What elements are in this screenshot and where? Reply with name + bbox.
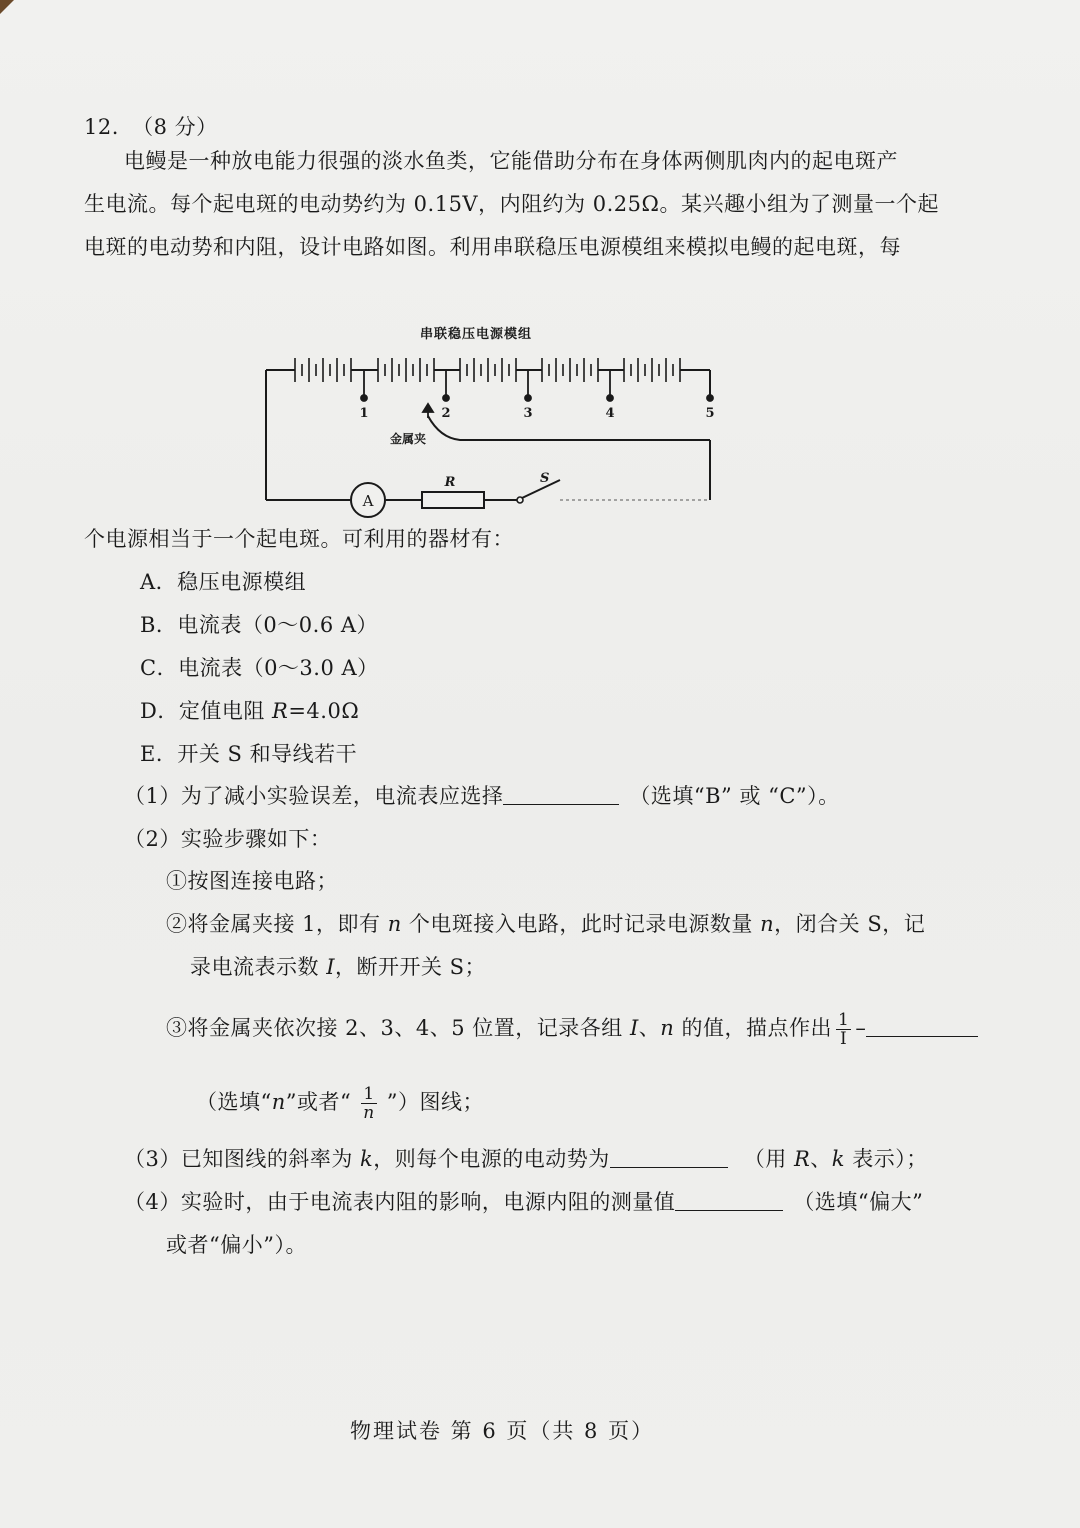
step-2-line-1: [166, 910, 925, 938]
part-1-suffix: （选填“B” 或 “C”）。: [629, 784, 840, 808]
step-2-line-2-text-b: ，断开开关 S；: [334, 955, 487, 979]
resistor: [422, 492, 484, 508]
answer-blank-4[interactable]: [675, 1190, 783, 1211]
answer-blank-3[interactable]: [610, 1147, 728, 1168]
question-header: [84, 113, 218, 141]
step-3-text-a: ③将金属夹依次接 2、3、4、5 位置，记录各组: [166, 1016, 630, 1040]
step-3-line-2-var-n: n: [271, 1090, 286, 1114]
clip-arrow: [423, 404, 433, 418]
part-4-line-1: [124, 1188, 923, 1216]
terminal-label-2: 2: [441, 406, 451, 421]
step-2-var-n: n: [387, 912, 402, 936]
step-2-text-c: ，闭合关 S，记: [774, 912, 926, 936]
part-3-var-k: k: [360, 1147, 374, 1171]
terminal-dot-1: [361, 395, 367, 401]
ammeter-label: A: [362, 492, 374, 510]
fraction-n-denominator: n: [363, 1103, 375, 1123]
step-3-var-n: n: [660, 1016, 675, 1040]
terminal-dot-2: [443, 395, 449, 401]
clip-wire: [428, 416, 710, 440]
step-2-var-i: I: [326, 955, 335, 979]
step-3-line-2-text-b: ”或者“: [285, 1090, 352, 1114]
part-4-suffix: （选填“偏大”: [793, 1190, 924, 1214]
part-3-text-e: 表示）；: [845, 1147, 928, 1171]
corner-mark: [0, 0, 14, 14]
step-2-line-2-text-a: 录电流表示数: [190, 955, 327, 979]
part-3-var-r: R: [793, 1147, 811, 1171]
step-2-var-n2: n: [760, 912, 775, 936]
option-d: [140, 697, 359, 725]
terminal-dot-3: [525, 395, 531, 401]
part-1: [124, 782, 840, 810]
terminal-dot-5: [707, 395, 713, 401]
page-footer: 物理试卷 第 6 页（共 8 页）: [350, 1419, 655, 1443]
answer-blank-2[interactable]: [866, 1016, 978, 1037]
option-a: A．稳压电源模组: [140, 570, 307, 594]
part-3-text-d: 、: [810, 1147, 832, 1171]
terminal-label-1: 1: [359, 406, 369, 421]
option-d-var: R: [272, 699, 289, 723]
part-3-text-c: （用: [743, 1147, 794, 1171]
step-2-line-2: [190, 953, 486, 981]
fraction-1-over-n: [361, 1085, 376, 1122]
part-1-prefix: （1）为了减小实验误差，电流表应选择: [124, 784, 504, 808]
part-3-var-k2: k: [831, 1147, 846, 1171]
battery-cells: [295, 358, 690, 382]
option-c: C．电流表（0～3.0 A）: [140, 656, 379, 680]
fraction-denominator: I: [840, 1029, 848, 1049]
switch-contact: [517, 497, 523, 503]
part-3-text-a: （3）已知图线的斜率为: [124, 1147, 361, 1171]
step-3-line-2: [196, 1082, 484, 1122]
terminal-dot-4: [607, 395, 613, 401]
answer-blank-1[interactable]: [503, 784, 619, 805]
option-d-suffix: =4.0Ω: [288, 699, 360, 723]
switch-label: S: [540, 471, 550, 486]
intro-line-4: 个电源相当于一个起电斑。可利用的器材有：: [84, 527, 514, 551]
fraction-n-numerator: 1: [363, 1084, 375, 1104]
part-4-prefix: （4）实验时，由于电流表内阻的影响，电源内阻的测量值: [124, 1190, 676, 1214]
diagram-title: 串联稳压电源模组: [420, 327, 533, 342]
part-3-text-b: ，则每个电源的电动势为: [373, 1147, 610, 1171]
option-b: B．电流表（0～0.6 A）: [140, 613, 379, 637]
step-3-sep: 、: [638, 1016, 661, 1040]
clip-label: 金属夹: [390, 432, 427, 446]
option-d-prefix: D．定值电阻: [140, 699, 273, 723]
step-3-text-b: 的值，描点作出: [674, 1016, 832, 1040]
circuit-diagram: [250, 340, 730, 520]
intro-line-2: 生电流。每个起电斑的电动势约为 0.15V，内阻约为 0.25Ω。某兴趣小组为了测量一个起: [84, 192, 939, 216]
terminal-label-3: 3: [523, 406, 533, 421]
step-3-line-2-text-c: ”）图线；: [386, 1090, 484, 1114]
step-3-dash: –: [855, 1016, 867, 1040]
terminal-label-5: 5: [705, 406, 715, 421]
part-2: （2）实验步骤如下：: [124, 827, 332, 851]
fraction-numerator: 1: [837, 1010, 850, 1030]
step-2-text-a: ②将金属夹接 1，即有: [166, 912, 388, 936]
part-4-line-2: 或者“偏小”）。: [166, 1233, 307, 1257]
fraction-1-over-i: [836, 1011, 851, 1048]
step-3-line-2-text-a: （选填“: [196, 1090, 272, 1114]
question-points: （8 分）: [132, 115, 218, 139]
intro-line-1: 电鳗是一种放电能力很强的淡水鱼类，它能借助分布在身体两侧肌肉内的起电斑产: [124, 149, 898, 173]
step-2-text-b: 个电斑接入电路，此时记录电源数量: [401, 912, 761, 936]
option-e: E．开关 S 和导线若干: [140, 742, 358, 766]
terminal-label-4: 4: [605, 406, 615, 421]
step-1: ①按图连接电路；: [166, 869, 338, 893]
step-3-line-1: [166, 1008, 978, 1048]
resistor-label: R: [444, 475, 456, 490]
step-3-var-i: I: [629, 1016, 639, 1040]
question-number: 12.: [84, 115, 119, 139]
part-3: [124, 1145, 928, 1173]
intro-line-3: 电斑的电动势和内阻，设计电路如图。利用串联稳压电源模组来模拟电鳗的起电斑，每: [84, 235, 901, 259]
